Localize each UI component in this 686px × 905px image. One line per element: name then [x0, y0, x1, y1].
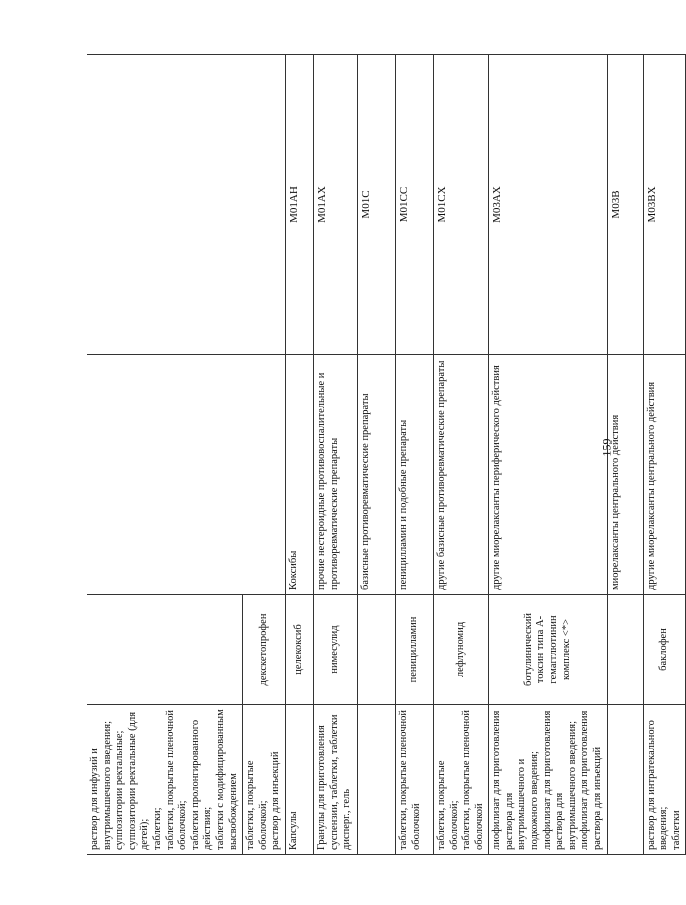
- group-name-cell: миорелаксанты центрального действия: [607, 355, 643, 595]
- dosage-forms-cell: [357, 705, 395, 855]
- dosage-forms-cell: [243, 705, 286, 855]
- inn-cell: нимесулид: [313, 595, 357, 705]
- inn-cell: пеницилламин: [395, 595, 433, 705]
- inn-cell: лефлуномид: [433, 595, 488, 705]
- atc-code-cell: M01CC: [395, 55, 433, 355]
- dosage-form: лиофилизат для приготовления раствора для инъекций: [579, 710, 604, 850]
- atc-code-cell: M01CX: [433, 55, 488, 355]
- inn-cell: [357, 595, 395, 705]
- dosage-forms-cell: [285, 705, 313, 855]
- inn-cell: [87, 595, 243, 705]
- group-name-cell: базисные противоревматические препараты: [357, 355, 395, 595]
- inn-cell: [607, 595, 643, 705]
- group-name-cell: Коксибы: [285, 355, 313, 595]
- dosage-form: таблетки, покрытые пленочной оболочкой: [397, 709, 422, 850]
- atc-code-cell: M03BX: [643, 55, 686, 355]
- atc-code-cell: M01AX: [313, 55, 357, 355]
- group-name-cell: пеницилламин и подобные препараты: [395, 355, 433, 595]
- dosage-forms-cell: [643, 705, 686, 855]
- inn-cell: ботулинический токсин типа А-гемагглютинин комплекс <*>: [489, 595, 607, 705]
- inn-cell: целекоксиб: [285, 595, 313, 705]
- table-row: [357, 55, 395, 855]
- dosage-form: таблетки, покрытые оболочкой;: [245, 760, 269, 850]
- table-row: [87, 55, 243, 855]
- dosage-form: Капсулы: [287, 811, 299, 850]
- table-row: [433, 55, 488, 855]
- dosage-form: суппозитории ректальные (для детей);: [126, 711, 151, 850]
- table-row: [643, 55, 686, 855]
- dosage-form: суппозитории ректальные;: [114, 730, 126, 850]
- page-number: 159: [599, 438, 614, 457]
- dosage-form: раствор для инфузий и внутримышечного введения;: [89, 720, 113, 850]
- atc-code-cell: M01AH: [285, 55, 313, 355]
- table-row: [313, 55, 357, 855]
- dosage-forms-cell: [395, 705, 433, 855]
- dosage-forms-cell: [607, 705, 643, 855]
- dosage-form: Гранулы для приготовления суспензии, таблетки, таблетки дисперг., гель: [315, 714, 353, 850]
- dosage-form: таблетки;: [151, 807, 163, 850]
- inn-cell: баклофен: [643, 595, 686, 705]
- group-name-cell: другие миорелаксанты центрального действия: [643, 355, 686, 595]
- dosage-form: таблетки пролонгированного действия;: [189, 719, 214, 850]
- dosage-forms-cell: [489, 705, 607, 855]
- drug-table: [87, 54, 686, 855]
- atc-code-cell: M01C: [357, 55, 395, 355]
- group-name-cell: прочие нестероидные противовоспалительные и противоревматические препараты: [313, 355, 357, 595]
- table-row: [395, 55, 433, 855]
- dosage-form: лиофилизат для приготовления раствора для внутримышечного введения;: [541, 710, 578, 850]
- dosage-forms-cell: [313, 705, 357, 855]
- dosage-form: раствор для интратекального введения;: [645, 720, 670, 850]
- dosage-form: раствор для инъекций: [270, 751, 282, 850]
- group-name-cell: другие миорелаксанты периферического действия: [489, 355, 607, 595]
- table-row: [489, 55, 607, 855]
- dosage-form: таблетки, покрытые пленочной оболочкой: [461, 709, 485, 850]
- atc-code-cell: M03AX: [489, 55, 607, 355]
- dosage-form: таблетки, покрытые пленочной оболочкой;: [164, 709, 189, 850]
- atc-code-cell: [87, 55, 285, 355]
- dosage-form: лиофилизат для приготовления раствора для внутримышечного и подкожного введения;: [491, 710, 541, 850]
- group-name-cell: [87, 355, 285, 595]
- dosage-forms-cell: [87, 705, 243, 855]
- atc-code-cell: M03B: [607, 55, 643, 355]
- group-name-cell: другие базисные противоревматические препараты: [433, 355, 488, 595]
- dosage-forms-cell: [433, 705, 488, 855]
- table-row: [285, 55, 313, 855]
- dosage-form: таблетки с модифицированным высвобождением: [214, 709, 239, 850]
- inn-cell: декскетопрофен: [243, 595, 286, 705]
- dosage-form: таблетки: [670, 810, 682, 850]
- dosage-form: таблетки, покрытые оболочкой;: [435, 760, 460, 850]
